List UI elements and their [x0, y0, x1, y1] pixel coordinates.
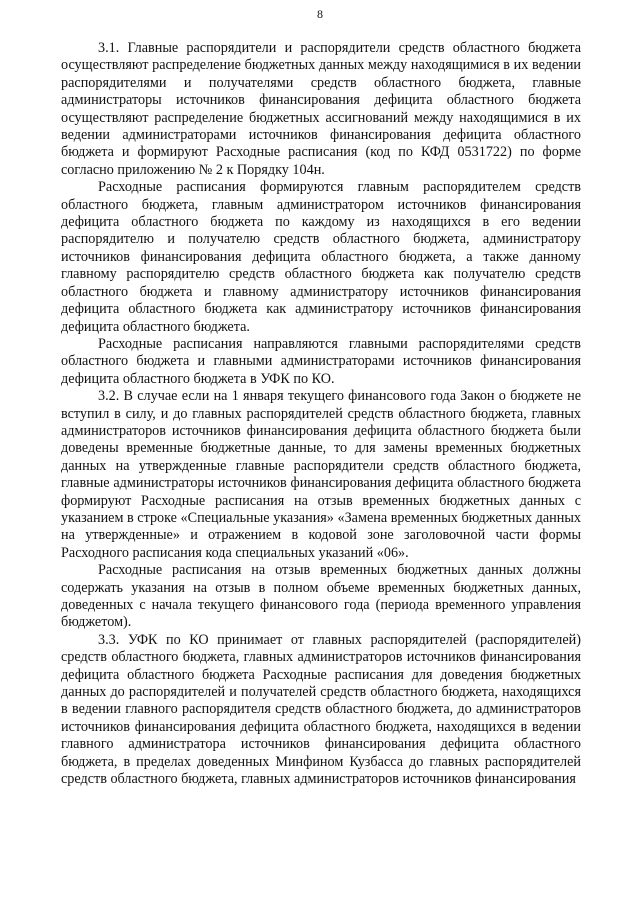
paragraph-expense-schedules-formation: Расходные расписания формируются главным распорядителем средств областного бюджета, главным администратором источников финансирования дефицита областного бюджета по каждому из находящихся в его ведении распорядителю и получателю средств областного бюджета, администратору источников финансирования дефицита областного бюджета, а также данному главному распорядителю средств областного бюджета как получателю средств областного бюджета и главному администратору источников финансирования дефицита областного бюджета как администратору источников финансирования дефицита областного бюджета.	[61, 179, 581, 335]
document-body	[61, 40, 581, 788]
paragraph-3-1: 3.1. Главные распорядители и распорядители средств областного бюджета осуществляют распределение бюджетных данных между находящимися в их ведении распорядителями и получателями средств областного бюджета, главные администраторы источников финансирования дефицита областного бюджета осуществляют распределение бюджетных ассигнований между находящимися в их ведении администраторами источников финансирования дефицита областного бюджета и формируют Расходные расписания (код по КФД 0531722) по форме согласно приложению № 2 к Порядку 104н.	[61, 40, 581, 178]
paragraph-3-3: 3.3. УФК по КО принимает от главных распорядителей (распорядителей) средств областного бюджета, главных администраторов источников финансирования дефицита областного бюджета Расходные расписания для доведения бюджетных данных до распорядителей и получателей средств областного бюджета, находящихся в ведении главного распорядителя средств областного бюджета, до администраторов источников финансирования дефицита областного бюджета, находящихся в ведении главного администратора источников финансирования дефицита областного бюджета, в пределах доведенных Минфином Кузбасса до главных распорядителей средств областного бюджета, главных администраторов источников финансирования	[61, 631, 581, 788]
paragraph-recall-temporary-data: Расходные расписания на отзыв временных бюджетных данных должны содержать указания на отзыв в полном объеме временных бюджетных данных, доведенных с начала текущего финансового года (периода временного управления бюджетом).	[61, 562, 581, 631]
page-number: 8	[317, 7, 323, 21]
paragraph-3-2: 3.2. В случае если на 1 января текущего финансового года Закон о бюджете не вступил в силу, и до главных распорядителей средств областного бюджета, главных администраторов источников финансирования дефицита областного бюджета были доведены временные бюджетные данные, то для замены временных бюджетных данных на утвержденные главные распорядители средств областного бюджета, главные администраторы источников финансирования дефицита областного бюджета формируют Расходные расписания на отзыв временных бюджетных данных с указанием в строке «Специальные указания» «Замена временных бюджетных данных на утвержденные» и отражением в кодовой зоне заголовочной части формы Расходного расписания кода специальных указаний «06».	[61, 388, 581, 561]
paragraph-expense-schedules-submission: Расходные расписания направляются главными распорядителями средств областного бюджета и главными администраторами источников финансирования дефицита областного бюджета в УФК по КО.	[61, 335, 581, 387]
